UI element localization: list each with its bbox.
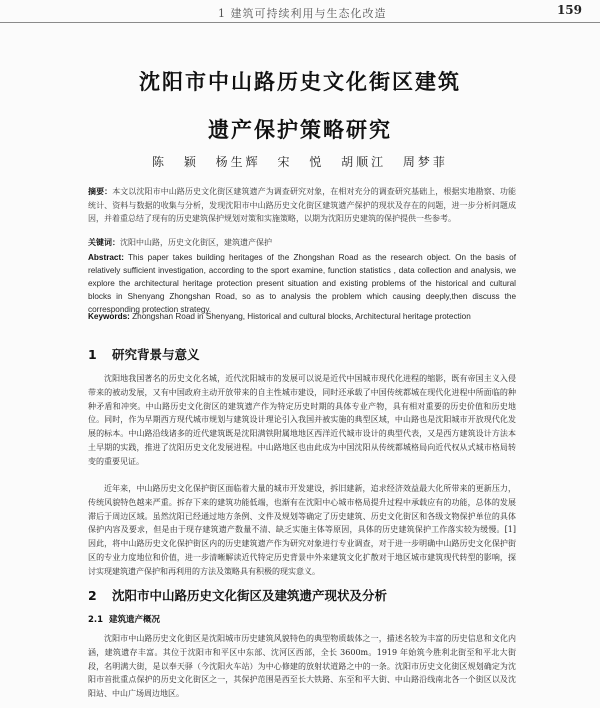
section-2-paragraph-1: 沈阳市中山路历史文化街区是沈阳城市历史建筑风貌特色的典型物质载体之一，描述名较为丰富的历史信息和文化内涵，建筑遗存丰富。其位于沈阳市和平区中东部、沈河区西部，全长 3600m。1919 年始筑今胜利北街至和平北大街段，名明满大街，是以奉天驿（今沈阳火车站）为中心修建的放射状道路之中的一条。沈阳市历史文化街区规划确定为沈阳市首批重点保护的历史文化街区之一，其保护范围是西至长大铁路、东至和平大街、中山路沿线南北各一个街区以及沈阳站、中山广场周边地区。 bbox=[88, 634, 516, 699]
paper-title-line1: 沈阳市中山路历史文化街区建筑 bbox=[139, 70, 461, 94]
section-1-title: 研究背景与意义 bbox=[112, 347, 200, 362]
keywords-cn-label: 关键词： bbox=[88, 237, 120, 247]
abstract-en-label: Abstract: bbox=[88, 253, 124, 262]
subsection-2-1-heading bbox=[88, 613, 160, 625]
running-header-text: 1 建筑可持续利用与生态化改造 bbox=[218, 7, 387, 20]
page-number: 159 bbox=[556, 3, 582, 17]
section-2-heading bbox=[88, 586, 387, 604]
keywords-cn-text: 沈阳中山路，历史文化街区，建筑遗产保护 bbox=[120, 238, 272, 247]
author-list: 陈 颖 杨生辉 宋 悦 胡顺江 周梦菲 bbox=[152, 155, 448, 169]
keywords-cn bbox=[88, 236, 516, 250]
keywords-en bbox=[88, 310, 516, 324]
paper-title-line2: 遗产保护策略研究 bbox=[208, 118, 392, 142]
abstract-cn-text: 本文以沈阳市中山路历史文化街区建筑遗产为调查研究对象，在相对充分的调查研究基础上，根据实地勘察、功能统计、资料与数据的收集与分析，发现沈阳市中山路历史文化街区建筑遗产保护的现状及存在的问题，进一步分析问题成因，并着重总结了现有的历史建筑保护规划对策和实施策略，以期为沈阳历史建筑的保护提供一些参考。 bbox=[88, 187, 516, 223]
section-2-title: 沈阳市中山路历史文化街区及建筑遗产现状及分析 bbox=[112, 588, 388, 603]
subsection-2-1-title: 建筑遗产概况 bbox=[108, 615, 160, 625]
abstract-en-text: This paper takes building heritages of the Zhongshan Road as the research object. On the basis of relatively sufficient investigation, according to the sport examine, function statistics , data collection and analysis, we explore the architectural heritage protection present situation and existing problems of the historical and cultural blocks in Shenyang Zhongshan Road, so as to analysis the problem which causing deeply,then discuss the corresponding protection strategy. bbox=[88, 253, 516, 314]
section-1-number: 1 bbox=[88, 347, 97, 362]
subsection-2-1-number: 2.1 bbox=[88, 615, 104, 625]
abstract-cn bbox=[88, 185, 516, 226]
section-1-paragraph-1: 沈阳地我国著名的历史文化名城，近代沈阳城市的发展可以说是近代中国城市现代化进程的缩影，既有帝国主义入侵带来的被动发展，又有中国政府主动开放带来的自主性城市建设，同时还承载了中国传统都城在现代化进程中所面临的种种矛盾和冲突。中山路历史文化街区的建筑遗产作为特定历史时期的具体专业产物，具有相对重要的历史价值和历史地位。同时，作为早期西方现代城市规划与建筑设计理论引入我国并被实施的典型区域，中山路也是沈阳城市开放现代化发展的标本。中山路沿线诸多的近代建筑既是沈阳满铁附属地地区西洋近代城市设计的典型代表，又是西方建筑设计方法本土早期的实践，推进了沈阳历史文化发展进程。中山路地区也由此成为中国沈阳从传统都城格局向近代权从式城市格局转变的重要见证。 bbox=[88, 374, 516, 466]
keywords-en-label: Keywords: bbox=[88, 312, 130, 321]
keywords-en-text: Zhongshan Road in Shenyang, Historical and cultural blocks, Architectural heritage protection bbox=[132, 312, 471, 321]
section-2-number: 2 bbox=[88, 588, 97, 603]
section-1-heading bbox=[88, 345, 200, 363]
abstract-cn-label: 摘要： bbox=[88, 186, 113, 196]
running-header bbox=[0, 0, 600, 23]
abstract-en bbox=[88, 251, 516, 316]
section-1-paragraph-2: 近年来，中山路历史文化保护街区面临着大量的城市开发建设，拆旧建新，追求经济效益最大化所带来的更新压力，传统风貌特色越来严重。拆存下来的建筑功能低端，也渐有在沈阳中心城市格局提升过程中承载应有的功能，总体的发展滞后于周边区域。虽然沈阳已经通过地方条例、文件及规划等确定了历史建筑、历史文化街区和各级文物保护单位的具体保护内容及要求，但是由于现存建筑遗产数量不清、缺乏实施主体等原因，具体的历史建筑保护工作落实较为缓慢。[1] 因此，将中山路历史文化保护街区内的历史建筑遗产作为研究对象进行专业调查，对于进一步明确中山路历史文化保护街区的专业力度地位和价值，进一步清晰解读近代特定历史背景中外来建筑文化扩散对于地区城市建筑现代转型的影响，探讨实现建筑遗产保护和再利用的方法及策略具有积极的现实意义。 bbox=[88, 484, 516, 576]
